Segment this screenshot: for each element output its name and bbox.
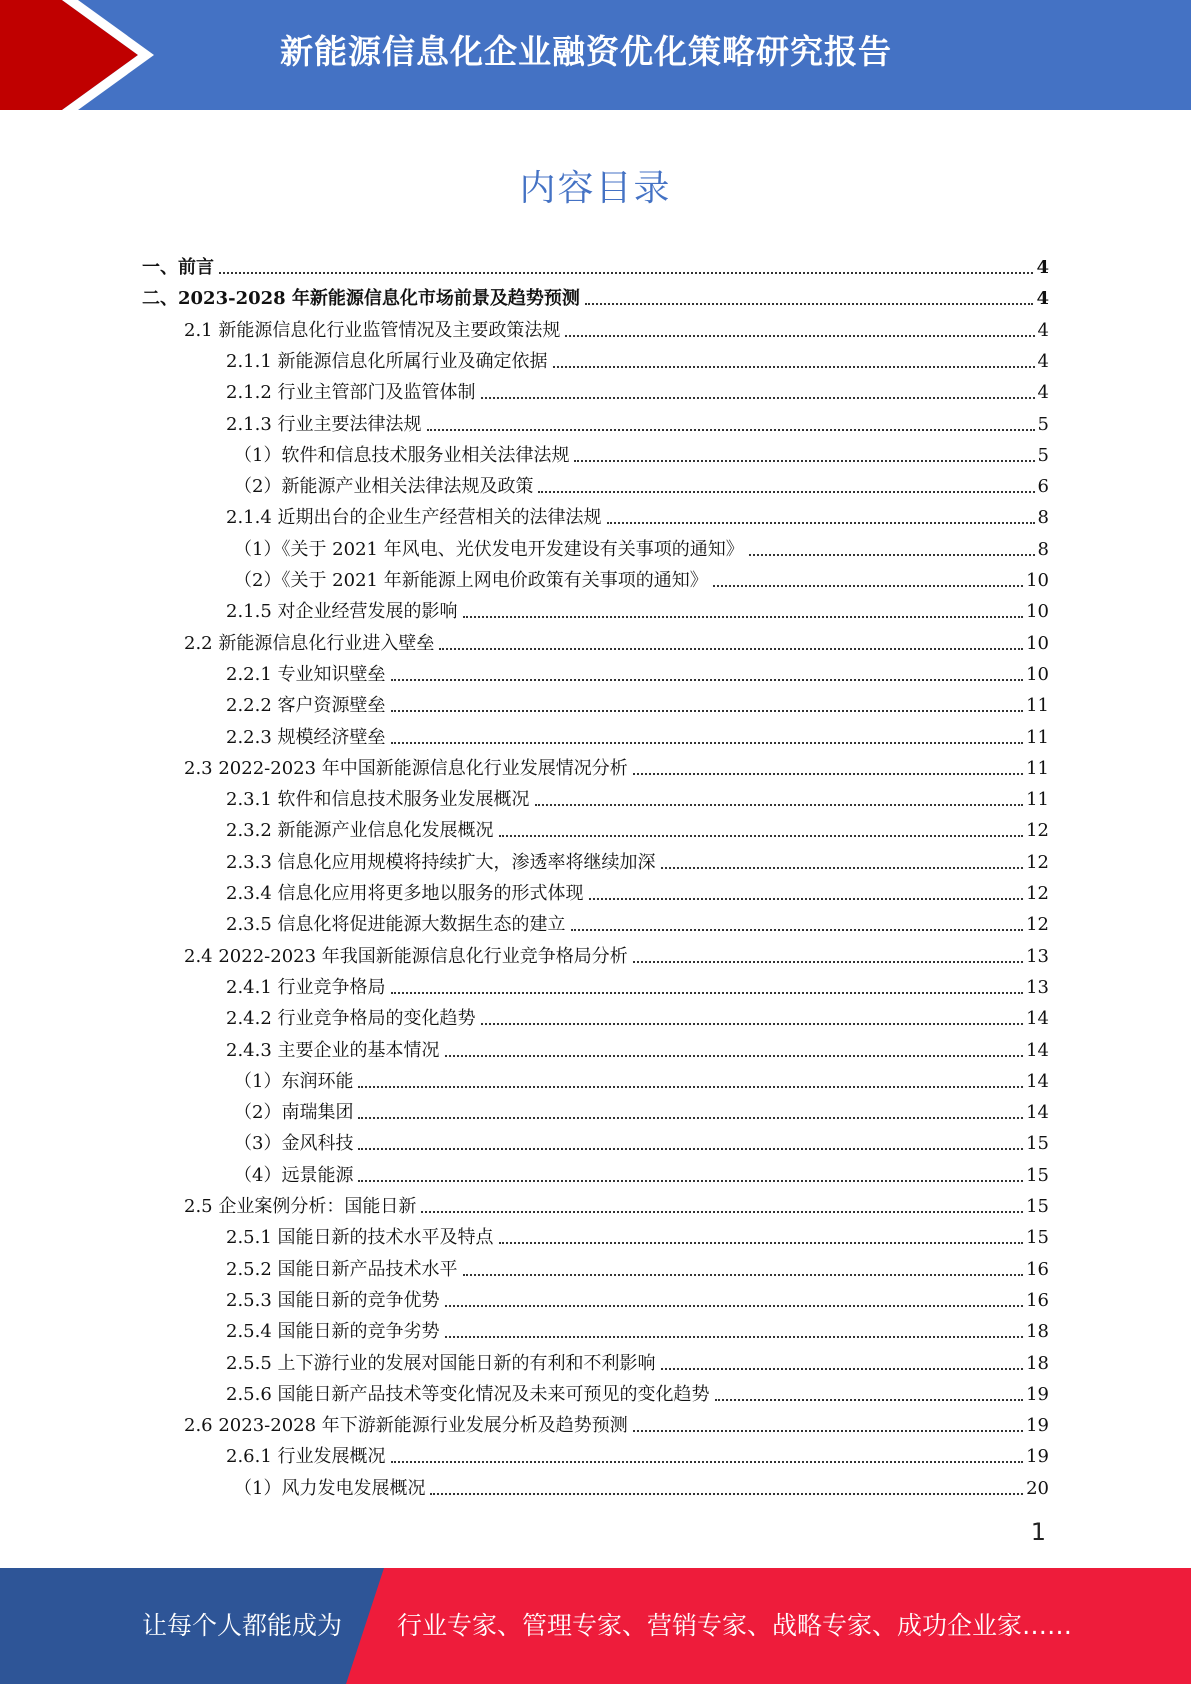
- toc-entry-title: （3）金风科技: [234, 1133, 354, 1154]
- toc-dot-leader: [661, 1368, 1024, 1370]
- toc-dot-leader: [749, 554, 1035, 556]
- toc-entry[interactable]: [234, 1099, 1049, 1127]
- toc-dot-leader: [445, 1305, 1024, 1307]
- toc-entry-page: 8: [1037, 539, 1049, 560]
- footer-slogan-left: 让每个人都能成为: [142, 1611, 343, 1640]
- toc-entry[interactable]: [226, 1443, 1049, 1471]
- toc-entry-title: 2.5.6 国能日新产品技术等变化情况及未来可预见的变化趋势: [226, 1384, 710, 1405]
- toc-entry-page: 18: [1026, 1353, 1049, 1374]
- toc-entry-title: 一、前言: [142, 257, 214, 278]
- toc-entry[interactable]: [226, 880, 1049, 908]
- toc-entry-page: 4: [1037, 382, 1049, 403]
- toc-entry-title: （1）东润环能: [234, 1071, 354, 1092]
- toc-dot-leader: [219, 272, 1033, 274]
- toc-dot-leader: [633, 773, 1023, 775]
- toc-entry-page: 12: [1026, 820, 1049, 841]
- toc-entry[interactable]: [184, 630, 1049, 658]
- toc-entry-page: 14: [1026, 1102, 1049, 1123]
- toc-entry[interactable]: [226, 817, 1049, 845]
- toc-dot-leader: [633, 961, 1023, 963]
- toc-dot-leader: [430, 1493, 1023, 1495]
- toc-dot-leader: [358, 1180, 1023, 1182]
- toc-entry-page: 14: [1026, 1071, 1049, 1092]
- toc-entry-page: 20: [1026, 1478, 1049, 1499]
- toc-entry-title: 2.4.1 行业竞争格局: [226, 977, 386, 998]
- toc-dot-leader: [439, 648, 1023, 650]
- toc-entry-title: 2.1.5 对企业经营发展的影响: [226, 601, 458, 622]
- header-red-chevron: [0, 0, 138, 110]
- toc-entry-page: 15: [1026, 1165, 1049, 1186]
- toc-entry[interactable]: [234, 536, 1049, 564]
- toc-entry-page: 13: [1026, 977, 1049, 998]
- toc-entry-page: 8: [1037, 507, 1049, 528]
- toc-dot-leader: [661, 867, 1024, 869]
- toc-dot-leader: [391, 1461, 1024, 1463]
- toc-entry[interactable]: [234, 567, 1049, 595]
- toc-dot-leader: [553, 366, 1035, 368]
- toc-dot-leader: [585, 303, 1034, 305]
- toc-entry-page: 12: [1026, 852, 1049, 873]
- page-number: 1: [1030, 1518, 1046, 1546]
- toc-entry-title: 2.3.2 新能源产业信息化发展概况: [226, 820, 494, 841]
- toc-entry-page: 16: [1026, 1290, 1049, 1311]
- header-banner: [0, 0, 1191, 110]
- toc-entry-page: 4: [1036, 288, 1049, 309]
- toc-entry[interactable]: [226, 411, 1049, 439]
- toc-entry-title: 2.3.4 信息化应用将更多地以服务的形式体现: [226, 883, 584, 904]
- toc-entry-title: 2.1.1 新能源信息化所属行业及确定依据: [226, 351, 548, 372]
- toc-dot-leader: [445, 1055, 1024, 1057]
- toc-entry-title: 2.2.1 专业知识壁垒: [226, 664, 386, 685]
- toc-entry[interactable]: [226, 911, 1049, 939]
- toc-entry-page: 4: [1036, 257, 1049, 278]
- toc-entry[interactable]: [226, 1005, 1049, 1033]
- toc-entry-page: 10: [1026, 664, 1049, 685]
- toc-dot-leader: [565, 335, 1034, 337]
- toc-entry-title: 2.5.4 国能日新的竞争劣势: [226, 1321, 440, 1342]
- toc-entry[interactable]: [234, 442, 1049, 470]
- toc-entry[interactable]: [226, 849, 1049, 877]
- toc-entry-page: 4: [1037, 320, 1049, 341]
- toc-entry[interactable]: [226, 598, 1049, 626]
- toc-entry-title: 2.6.1 行业发展概况: [226, 1446, 386, 1467]
- toc-entry[interactable]: [142, 254, 1049, 282]
- toc-entry-title: （1）软件和信息技术服务业相关法律法规: [234, 445, 570, 466]
- toc-dot-leader: [713, 585, 1023, 587]
- toc-entry-page: 14: [1026, 1040, 1049, 1061]
- toc-entry[interactable]: [184, 943, 1049, 971]
- toc-entry-title: 2.3.5 信息化将促进能源大数据生态的建立: [226, 914, 566, 935]
- toc-entry-title: 2.2 新能源信息化行业进入壁垒: [184, 633, 435, 654]
- toc-dot-leader: [358, 1117, 1023, 1119]
- toc-dot-leader: [571, 929, 1024, 931]
- toc-dot-leader: [535, 804, 1024, 806]
- toc-entry-title: （1）《关于 2021 年风电、光伏发电开发建设有关事项的通知》: [234, 539, 744, 560]
- toc-entry-page: 15: [1026, 1196, 1049, 1217]
- toc-entry[interactable]: [142, 285, 1049, 313]
- toc-entry[interactable]: [184, 1412, 1049, 1440]
- toc-entry-title: 二、2023-2028 年新能源信息化市场前景及趋势预测: [142, 288, 580, 309]
- toc-entry-title: 2.4.3 主要企业的基本情况: [226, 1040, 440, 1061]
- toc-entry[interactable]: [226, 1224, 1049, 1252]
- toc-entry-title: 2.5.2 国能日新产品技术水平: [226, 1259, 458, 1280]
- toc-entry-page: 18: [1026, 1321, 1049, 1342]
- toc-entry[interactable]: [226, 379, 1049, 407]
- toc-entry[interactable]: [226, 786, 1049, 814]
- toc-entry-title: （2）新能源产业相关法律法规及政策: [234, 476, 534, 497]
- toc-entry-page: 19: [1026, 1415, 1049, 1436]
- toc-dot-leader: [445, 1336, 1024, 1338]
- toc-entry[interactable]: [226, 1287, 1049, 1315]
- toc-entry-title: 2.2.3 规模经济壁垒: [226, 727, 386, 748]
- toc-dot-leader: [358, 1086, 1023, 1088]
- toc-entry-title: 2.1.2 行业主管部门及监管体制: [226, 382, 476, 403]
- toc-entry-page: 11: [1026, 695, 1049, 716]
- toc-entry-title: 2.1.4 近期出台的企业生产经营相关的法律法规: [226, 507, 602, 528]
- toc-entry[interactable]: [234, 1130, 1049, 1158]
- toc-entry-page: 12: [1026, 914, 1049, 935]
- toc-entry-title: 2.1 新能源信息化行业监管情况及主要政策法规: [184, 320, 561, 341]
- toc-entry-title: （2）南瑞集团: [234, 1102, 354, 1123]
- toc-dot-leader: [607, 522, 1035, 524]
- toc-entry-title: 2.3.1 软件和信息技术服务业发展概况: [226, 789, 530, 810]
- toc-dot-leader: [499, 1242, 1024, 1244]
- toc-entry[interactable]: [226, 661, 1049, 689]
- toc-entry-page: 16: [1026, 1259, 1049, 1280]
- toc-entry[interactable]: [234, 1162, 1049, 1190]
- toc-dot-leader: [391, 710, 1024, 712]
- toc-entry-title: 2.1.3 行业主要法律法规: [226, 414, 422, 435]
- toc-entry-page: 10: [1026, 570, 1049, 591]
- toc-entry[interactable]: [226, 1256, 1049, 1284]
- toc-entry[interactable]: [184, 1193, 1049, 1221]
- toc-entry[interactable]: [226, 1381, 1049, 1409]
- toc-entry[interactable]: [226, 974, 1049, 1002]
- toc-entry-page: 5: [1037, 414, 1049, 435]
- toc-dot-leader: [499, 835, 1024, 837]
- toc-entry-page: 15: [1026, 1133, 1049, 1154]
- toc-entry-page: 12: [1026, 883, 1049, 904]
- report-title: 新能源信息化企业融资优化策略研究报告: [280, 32, 892, 71]
- toc-entry-page: 6: [1037, 476, 1049, 497]
- toc-entry-title: （2）《关于 2021 年新能源上网电价政策有关事项的通知》: [234, 570, 708, 591]
- toc-entry[interactable]: [184, 755, 1049, 783]
- toc-entry-page: 15: [1026, 1227, 1049, 1248]
- toc-entry[interactable]: [226, 1037, 1049, 1065]
- toc-entry-title: 2.6 2023-2028 年下游新能源行业发展分析及趋势预测: [184, 1415, 628, 1436]
- toc-entry[interactable]: [226, 692, 1049, 720]
- toc-entry-page: 14: [1026, 1008, 1049, 1029]
- toc-entry-page: 4: [1037, 351, 1049, 372]
- toc-entry[interactable]: [234, 473, 1049, 501]
- toc-entry[interactable]: [234, 1475, 1049, 1503]
- toc-entry-title: （1）风力发电发展概况: [234, 1478, 426, 1499]
- toc-dot-leader: [481, 1023, 1024, 1025]
- toc-entry-page: 13: [1026, 946, 1049, 967]
- toc-dot-leader: [463, 1274, 1024, 1276]
- toc-dot-leader: [427, 429, 1035, 431]
- toc-dot-leader: [391, 992, 1024, 994]
- footer-slogan-right: 行业专家、管理专家、营销专家、战略专家、成功企业家……: [397, 1611, 1073, 1640]
- toc-entry-title: 2.5.1 国能日新的技术水平及特点: [226, 1227, 494, 1248]
- toc-dot-leader: [715, 1399, 1024, 1401]
- toc-entry-title: 2.2.2 客户资源壁垒: [226, 695, 386, 716]
- toc-entry[interactable]: [226, 724, 1049, 752]
- toc-entry[interactable]: [226, 1350, 1049, 1378]
- toc-dot-leader: [633, 1430, 1023, 1432]
- toc-entry[interactable]: [226, 504, 1049, 532]
- toc-dot-leader: [589, 898, 1024, 900]
- toc-entry-title: 2.5 企业案例分析：国能日新: [184, 1196, 417, 1217]
- toc-dot-leader: [421, 1211, 1023, 1213]
- toc-entry-title: （4）远景能源: [234, 1165, 354, 1186]
- toc-dot-leader: [481, 397, 1035, 399]
- toc-entry-title: 2.4 2022-2023 年我国新能源信息化行业竞争格局分析: [184, 946, 628, 967]
- toc-dot-leader: [538, 491, 1034, 493]
- toc-entry-title: 2.4.2 行业竞争格局的变化趋势: [226, 1008, 476, 1029]
- toc-entry-page: 19: [1026, 1384, 1049, 1405]
- toc-dot-leader: [358, 1148, 1023, 1150]
- toc-entry-title: 2.3 2022-2023 年中国新能源信息化行业发展情况分析: [184, 758, 628, 779]
- toc-entry-page: 11: [1026, 758, 1049, 779]
- toc-entry-page: 10: [1026, 601, 1049, 622]
- toc-entry-page: 10: [1026, 633, 1049, 654]
- toc-entry-page: 11: [1026, 789, 1049, 810]
- toc-dot-leader: [391, 742, 1024, 744]
- toc-entry-title: 2.5.5 上下游行业的发展对国能日新的有利和不利影响: [226, 1353, 656, 1374]
- toc-heading: 内容目录: [519, 168, 672, 209]
- toc-entry-title: 2.3.3 信息化应用规模将持续扩大，渗透率将继续加深: [226, 852, 656, 873]
- toc-entry[interactable]: [234, 1068, 1049, 1096]
- toc-entry[interactable]: [226, 348, 1049, 376]
- toc-entry-page: 11: [1026, 727, 1049, 748]
- footer-banner: [0, 1568, 1191, 1684]
- toc-dot-leader: [463, 616, 1024, 618]
- toc-entry-title: 2.5.3 国能日新的竞争优势: [226, 1290, 440, 1311]
- toc-entry[interactable]: [184, 317, 1049, 345]
- toc-entry-page: 5: [1037, 445, 1049, 466]
- toc-dot-leader: [391, 679, 1024, 681]
- toc-entry[interactable]: [226, 1318, 1049, 1346]
- toc-entry-page: 19: [1026, 1446, 1049, 1467]
- toc-dot-leader: [574, 460, 1034, 462]
